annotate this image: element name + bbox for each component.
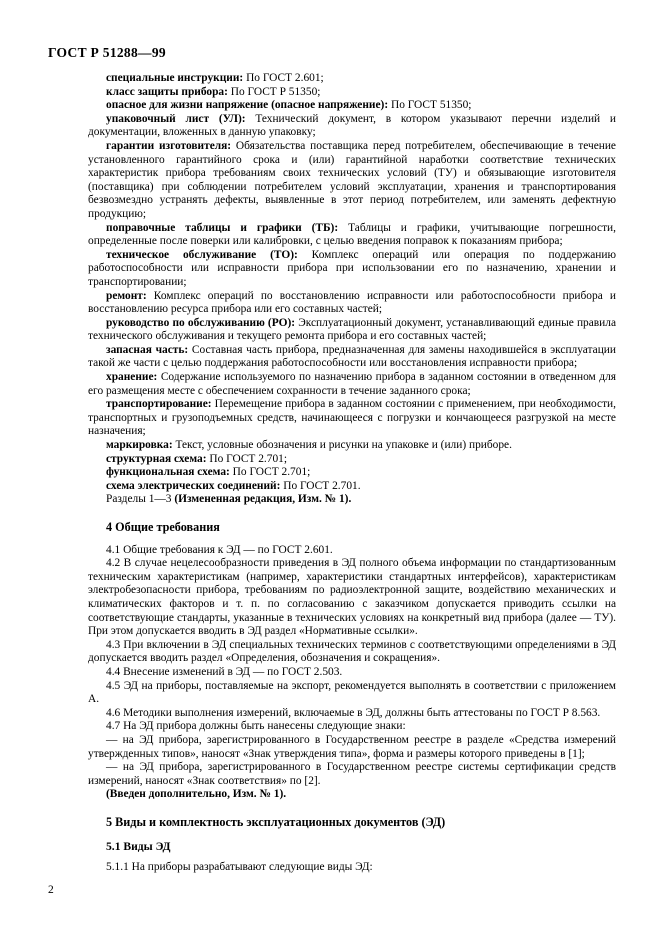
term-label: хранение:	[106, 371, 158, 384]
section-4-intro-note-text: (Введен дополнительно, Изм. № 1).	[106, 788, 287, 801]
term-paragraph	[88, 222, 616, 249]
term-label: транспортирование:	[106, 398, 212, 411]
term-paragraph	[88, 99, 616, 113]
section-4-paragraph: 4.6 Методики выполнения измерений, включаемые в ЭД, должны быть аттестованы по ГОСТ Р 8.563.	[106, 706, 601, 719]
term-text: По ГОСТ Р 51350;	[227, 85, 321, 98]
term-paragraph	[88, 439, 616, 453]
term-paragraph	[88, 140, 616, 222]
term-paragraph	[88, 86, 616, 100]
term-label: запасная часть:	[106, 343, 189, 356]
term-text: Содержание используемого по назначению прибора в заданном состоянии в отведенном для его размещения месте с обеспечением сохранности в течение заданного срока;	[88, 371, 616, 397]
section-4-paragraph: 4.7 На ЭД прибора должны быть нанесены следующие знаки:	[106, 720, 406, 733]
section-4-paragraph: 4.2 В случае нецелесообразности приведения в ЭД полного объема информации по стандартизованным техническим характеристикам (например, характеристики стандартных интерфейсов), характеристикам электробезопасности прибора, требованиям по радиоэлектронной защите, воздействию механических и климатических факторов и т. п. по согласованию с заказчиком допускается приводить ссылки на соответствующие стандарты, указанные в технических условиях на конкретный вид прибора (далее — ТУ). При этом допускается вводить в ЭД раздел «Нормативные ссылки».	[88, 557, 616, 638]
document-body	[88, 72, 616, 875]
term-text: По ГОСТ 51350;	[388, 99, 472, 112]
term-label: маркировка:	[106, 439, 173, 452]
section-4-dash-item: — на ЭД прибора, зарегистрированного в Государственном реестре в разделе «Средства измерений утвержденных типов», наносят «Знак утверждения типа», форма и размеры которого приведены в [1];	[88, 733, 616, 760]
term-paragraph	[88, 344, 616, 371]
term-label: схема электрических соединений:	[106, 479, 281, 492]
section-5-title: 5 Виды и комплектность эксплуатационных документов (ЭД)	[106, 814, 446, 829]
section-4-dash-item: — на ЭД прибора, зарегистрированного в Государственном реестре системы сертификации средств измерений, наносят «Знак соответствия» по [2].	[88, 761, 616, 787]
term-paragraph	[88, 290, 616, 317]
term-text: Эксплуатационный документ, устанавливающий единые правила технического обслуживания и текущего ремонта прибора и его составных частей;	[88, 316, 617, 343]
section-4-paragraph: 4.1 Общие требования к ЭД — по ГОСТ 2.601.	[106, 543, 333, 556]
term-label: упаковочный лист (УЛ):	[106, 112, 246, 125]
term-text: Комплекс операций или операция по поддержанию работоспособности или исправности прибора при использовании его по назначению, хранении и транспортировании;	[88, 248, 616, 288]
term-label: специальные инструкции:	[106, 72, 244, 84]
term-text: Таблицы и графики, учитывающие погрешности, определенные после поверки или калибровки, с целью введения поправок к показаниям прибора;	[88, 221, 617, 248]
term-label: поправочные таблицы и графики (ТБ):	[106, 221, 339, 234]
section-5-subsection-title: 5.1 Виды ЭД	[106, 840, 171, 854]
term-text: Технический документ, в котором указывают перечни изделий и документации, вложенных в данную упаковку;	[88, 112, 617, 139]
term-paragraph	[88, 371, 616, 398]
term-text: Обязательства поставщика перед потребителем, обеспечивающие в течение установленного гарантийного срока и (или) гарантийной наработки соответствие технических характеристик прибора требованиям своих технических условий (ТУ) и обязывающие изготовителя (поставщика) при соблюдении потребителем условий эксплуатации, хранения и транспортирования безвозмездно устранять дефекты, выявленные в этот период потребителем, или заменять дефектную продукцию;	[88, 139, 616, 220]
revision-note-prefix: Разделы 1—3	[106, 493, 175, 506]
term-label: гарантии изготовителя:	[106, 139, 232, 152]
section-4-intro-note	[88, 788, 616, 802]
term-label: техническое обслуживание (ТО):	[106, 248, 298, 261]
page-number: 2	[48, 884, 54, 896]
term-paragraph	[88, 72, 616, 86]
document-standard-id: ГОСТ Р 51288—99	[48, 45, 166, 60]
term-paragraph	[88, 317, 616, 344]
term-text: Комплекс операций по восстановлению исправности или работоспособности прибора и восстановлению ресурса прибора или его составных частей;	[88, 289, 616, 316]
section-4-paragraph: 4.4 Внесение изменений в ЭД — по ГОСТ 2.503.	[106, 665, 343, 678]
term-text: Перемещение прибора в заданном состоянии с применением, при необходимости, транспортных и грузоподъемных средств, начинающееся с погрузки и кончающееся разгрузкой на месте назначения;	[88, 398, 616, 438]
section-5-paragraph: 5.1.1 На приборы разрабатывают следующие виды ЭД:	[106, 861, 373, 874]
term-text: Текст, условные обозначения и рисунки на упаковке и (или) приборе.	[172, 439, 512, 452]
term-paragraph	[88, 113, 616, 140]
term-label: функциональная схема:	[106, 466, 230, 479]
term-text: Составная часть прибора, предназначенная для замены находившейся в эксплуатации такой же части с целью поддержания работоспособности или восстановления исправности прибора;	[88, 343, 616, 370]
term-label: структурная схема:	[106, 452, 207, 465]
term-label: ремонт:	[106, 289, 147, 302]
section-4-title: 4 Общие требования	[106, 520, 220, 534]
section-4-paragraph: 4.5 ЭД на приборы, поставляемые на экспорт, рекомендуется выполнять в соответствии с приложением А.	[88, 679, 616, 706]
term-paragraph	[88, 398, 616, 439]
term-label: класс защиты прибора:	[106, 85, 228, 98]
section-4-paragraph: 4.3 При включении в ЭД специальных технических терминов с соответствующими определениями в ЭД допускается вводить раздел «Определения, обозначения и сокращения».	[88, 638, 616, 665]
term-text: По ГОСТ 2.601;	[243, 72, 324, 84]
term-label: руководство по обслуживанию (РО):	[106, 316, 296, 329]
revision-note-bold: (Измененная редакция, Изм. № 1).	[174, 493, 352, 506]
term-text: По ГОСТ 2.701.	[280, 479, 361, 492]
term-paragraph	[88, 466, 616, 480]
term-paragraph	[88, 453, 616, 467]
term-text: По ГОСТ 2.701;	[206, 452, 288, 465]
term-paragraph	[88, 249, 616, 290]
term-paragraph	[88, 480, 616, 494]
revision-note	[88, 493, 616, 507]
term-label: опасное для жизни напряжение (опасное напряжение):	[106, 99, 389, 112]
term-text: По ГОСТ 2.701;	[229, 466, 311, 479]
